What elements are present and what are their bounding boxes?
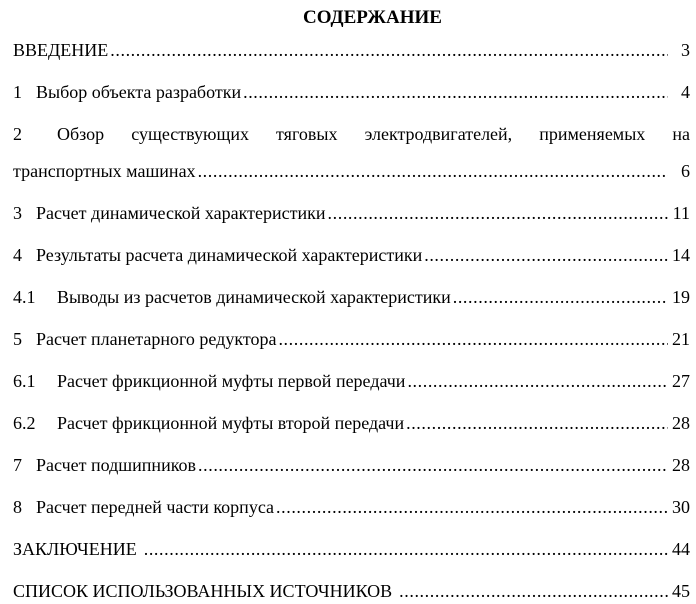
dot-leader: [453, 287, 668, 308]
dot-leader: [276, 497, 668, 518]
entry-number: 6.1: [13, 371, 36, 391]
page-number: 6: [681, 161, 690, 181]
dot-leader: [328, 203, 668, 224]
page-number: 11: [672, 203, 690, 223]
page-number: 3: [681, 40, 690, 60]
entry-title: Расчет планетарного редуктора: [36, 329, 277, 349]
entry-number: 4.1: [13, 287, 36, 307]
dot-leader: [198, 161, 668, 182]
dot-leader: [407, 371, 668, 392]
toc-entry-1[interactable]: [13, 82, 690, 103]
toc-entry-4-1[interactable]: [13, 287, 690, 308]
dot-leader: [110, 40, 668, 61]
page-number: 4: [681, 82, 690, 102]
toc-title: СОДЕРЖАНИЕ: [303, 7, 442, 28]
page-number: 44: [672, 539, 690, 559]
entry-title: Расчет передней части корпуса: [36, 497, 275, 517]
page-number: 27: [672, 371, 690, 391]
dot-leader: [406, 413, 668, 434]
toc-entry-6-1[interactable]: [13, 371, 690, 392]
entry-title-line2: транспортных машинах: [13, 161, 196, 181]
entry-number: 6.2: [13, 413, 36, 433]
entry-number: 1: [13, 82, 22, 102]
page-number: 45: [672, 581, 690, 601]
entry-title: Расчет фрикционной муфты второй передачи: [57, 413, 405, 433]
toc-entry-3[interactable]: [13, 203, 690, 224]
page-number: 14: [672, 245, 690, 265]
dot-leader: [424, 245, 668, 266]
entry-title: Расчет динамической характеристики: [36, 203, 326, 223]
entry-title: Выводы из расчетов динамической характеристики: [57, 287, 451, 307]
toc-entry-references[interactable]: [13, 581, 690, 602]
toc-entry-4[interactable]: [13, 245, 690, 266]
entry-title: Результаты расчета динамической характеристики: [36, 245, 423, 265]
page-number: 30: [672, 497, 690, 517]
entry-title: Выбор объекта разработки: [36, 82, 242, 102]
entry-number: 7: [13, 455, 22, 475]
entry-title: Расчет фрикционной муфты первой передачи: [57, 371, 406, 391]
page-number: 28: [672, 455, 690, 475]
entry-line-2: [13, 161, 690, 182]
entry-number: 5: [13, 329, 22, 349]
toc-entry-6-2[interactable]: [13, 413, 690, 434]
entry-number: 8: [13, 497, 22, 517]
dot-leader: [278, 329, 668, 350]
entry-title: Расчет подшипников: [36, 455, 197, 475]
entry-number: 2: [13, 124, 22, 144]
page-number: 19: [672, 287, 690, 307]
entry-line-1: [13, 124, 690, 145]
page-number: 28: [672, 413, 690, 433]
entry-number: 3: [13, 203, 22, 223]
entry-title: ЗАКЛЮЧЕНИЕ: [13, 539, 137, 559]
dot-leader: [144, 539, 668, 560]
entry-number: 4: [13, 245, 22, 265]
page-number: 21: [672, 329, 690, 349]
toc-entry-5[interactable]: [13, 329, 690, 350]
dot-leader: [243, 82, 668, 103]
toc-entry-7[interactable]: [13, 455, 690, 476]
toc-entry-introduction[interactable]: [13, 40, 690, 61]
toc-entry-8[interactable]: [13, 497, 690, 518]
entry-title-line1: Обзор существующих тяговых электродвигателей, применяемых на: [57, 124, 690, 144]
dot-leader: [399, 581, 668, 602]
toc-entry-2[interactable]: [13, 124, 690, 182]
entry-title: СПИСОК ИСПОЛЬЗОВАННЫХ ИСТОЧНИКОВ: [13, 581, 393, 601]
entry-title: ВВЕДЕНИЕ: [13, 40, 109, 60]
dot-leader: [198, 455, 668, 476]
toc-entry-conclusion[interactable]: [13, 539, 690, 560]
